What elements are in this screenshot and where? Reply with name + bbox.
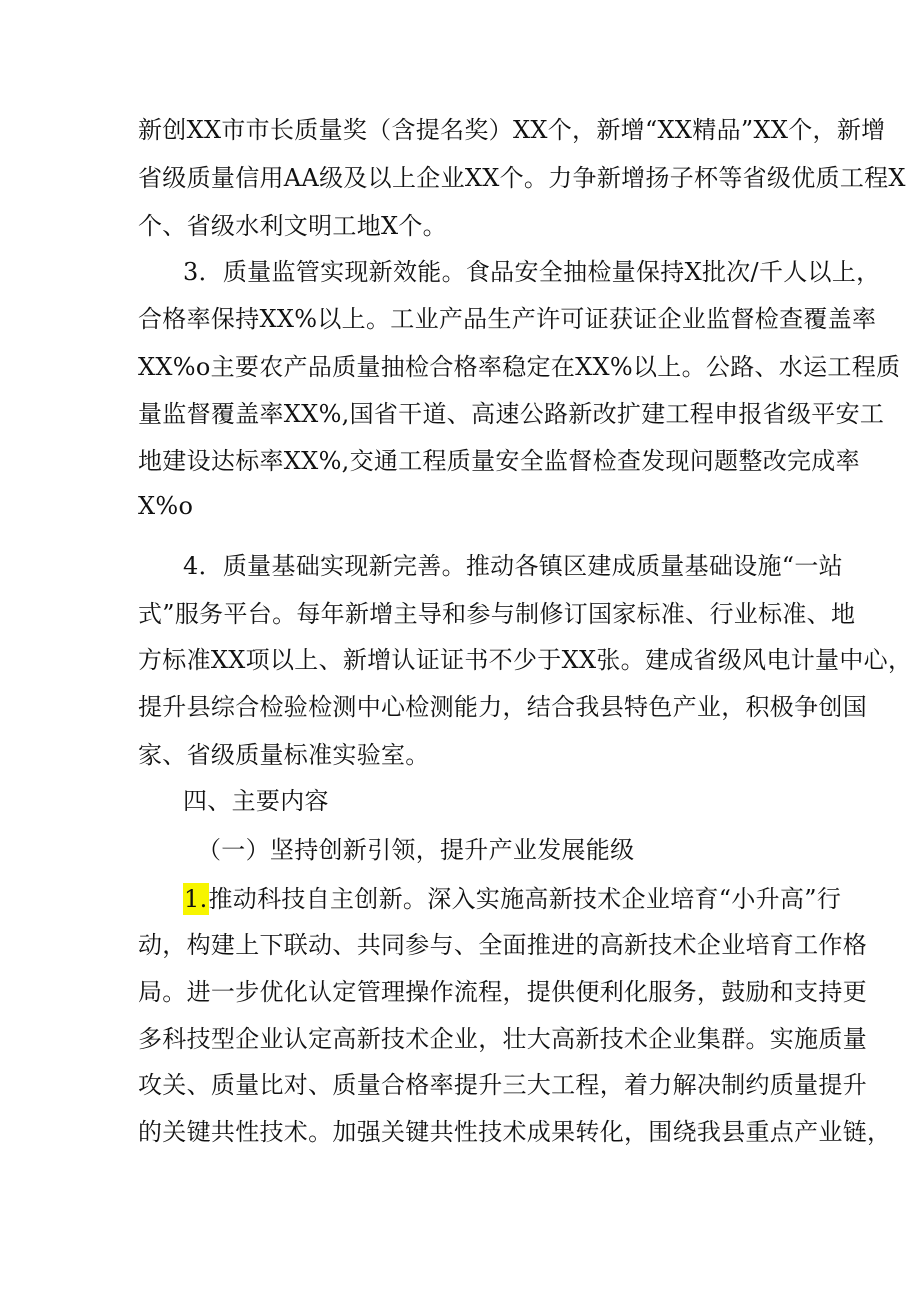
body-line: 省级质量信用AA级及以上企业XX个。力争新增扬子杯等省级优质工程X — [138, 164, 906, 192]
paragraph-1-first-line — [183, 884, 841, 914]
paragraph-3-first-line: 3．质量监管实现新效能。食品安全抽检量保持X批次/千人以上， — [183, 258, 881, 286]
highlighted-number: 1. — [184, 885, 208, 913]
body-line: 地建设达标率XX%,交通工程质量安全监督检查发现问题整改完成率 — [138, 447, 860, 475]
body-line: 个、省级水利文明工地X个。 — [138, 212, 447, 240]
body-line: 提升县综合检验检测中心检测能力，结合我县特色产业，积极争创国 — [138, 693, 867, 721]
body-line: 合格率保持XX%以上。工业产品生产许可证获证企业监督检查覆盖率 — [138, 305, 877, 333]
body-line: 方标准XX项以上、新增认证证书不少于XX张。建成省级风电计量中心， — [138, 646, 913, 674]
body-line: 多科技型企业认定高新技术企业，壮大高新技术企业集群。实施质量 — [138, 1025, 867, 1053]
body-line: XX%o主要农产品质量抽检合格率稳定在XX%以上。公路、水运工程质 — [138, 353, 901, 381]
subsection-heading: （一）坚持创新引领，提升产业发展能级 — [197, 836, 635, 864]
body-text: 推动科技自主创新。深入实施高新技术企业培育“小升高”行 — [208, 885, 842, 913]
body-line: 攻关、质量比对、质量合格率提升三大工程，着力解决制约质量提升 — [138, 1071, 867, 1099]
body-line: 量监督覆盖率XX%,国省干道、高速公路新改扩建工程申报省级平安工 — [138, 400, 885, 428]
body-line: 式”服务平台。每年新增主导和参与制修订国家标准、行业标准、地 — [138, 600, 856, 628]
body-line: 家、省级质量标准实验室。 — [138, 741, 430, 769]
body-line: X%o — [138, 492, 194, 520]
paragraph-4-first-line: 4．质量基础实现新完善。推动各镇区建成质量基础设施“一站 — [183, 552, 843, 580]
body-line: 新创XX市市长质量奖（含提名奖）XX个，新增“XX精品”XX个，新增 — [138, 116, 886, 144]
body-line: 的关键共性技术。加强关键共性技术成果转化，围绕我县重点产业链， — [138, 1118, 892, 1146]
body-line: 局。进一步优化认定管理操作流程，提供便利化服务，鼓励和支持更 — [138, 978, 867, 1006]
section-heading: 四、主要内容 — [183, 787, 329, 815]
body-line: 动，构建上下联动、共同参与、全面推进的高新技术企业培育工作格 — [138, 931, 867, 959]
